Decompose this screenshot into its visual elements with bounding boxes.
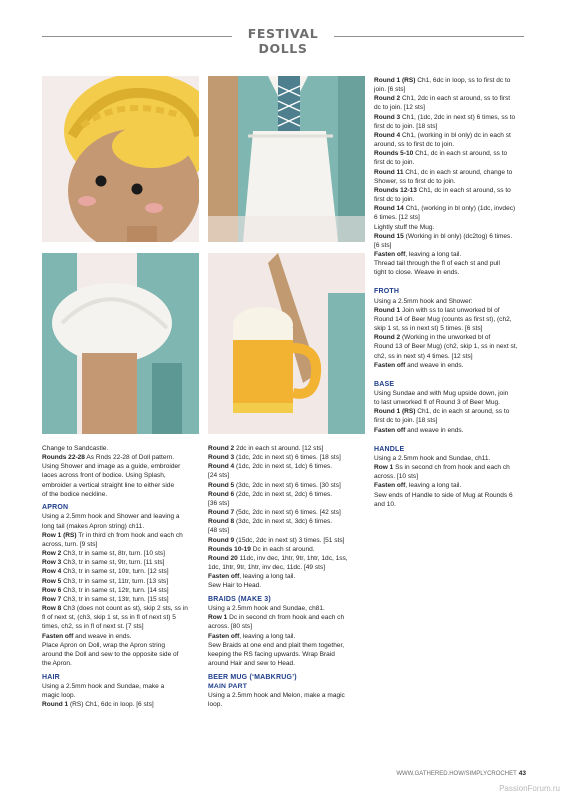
doll-head-photo [42,76,199,242]
text-line: Row 2 Ch3, tr in same st, 8tr, turn. [10 sts] [42,550,165,558]
text-line: [36 sts] [208,499,230,507]
text-line: across. [10 sts] [374,473,419,481]
text-line: Round 1 (RS) Ch1, 6dc in loop, ss to first dc to [374,77,511,84]
text-line: dc to join. [12 sts] [374,104,425,112]
text-line: magic loop. [42,691,76,699]
base-heading: BASE [374,380,395,388]
text-line: Rounds 5-10 Ch1, dc in each st around, ss to [374,150,508,158]
text-line: the Apron. [42,659,72,667]
text-line: Using a 2.5mm hook and Sundae, make a [42,682,165,690]
text-line: Fasten off, leaving a long tail. [374,482,462,490]
text-line: Row 1 (RS) Tr in third ch from hook and each ch [42,531,183,539]
column-right [374,76,526,509]
text-line: Using a 2.5mm hook and Melon, make a magic [208,691,345,699]
text-line: Using Sundae and with Mug upside down, join [374,390,509,397]
text-line: Row 6 Ch3, tr in same st, 12tr, turn. [14 sts] [42,586,169,594]
text-line: Round 6 (2dc, 2dc in next st, 2dc) 6 times. [208,490,333,498]
text-line: Round 13 of Beer Mug) (ch2, skip 1, ss in next st, [374,343,518,351]
column-left [42,444,200,709]
text-line: to last unworked fl of Round 3 of Beer Mug. [374,399,500,407]
froth-block [374,297,526,370]
text-line: Rounds 12-13 Ch1, dc in each st around, ss to [374,186,511,194]
text-line: of the bodice neckline. [42,490,108,498]
text-line: Round 2 (Working in the unworked bl of [374,334,491,342]
text-line: 1dc, 1htr, 9tr, 1htr, inv dec, 11dc. [49 sts] [208,564,326,572]
text-line: Rounds 10-19 Dc in each st around. [208,545,315,553]
page-header [0,22,566,56]
text-line: Round 3 Ch1, (1dc, 2dc in next st) 6 times, ss to [374,113,516,121]
text-line: Row 3 Ch3, tr in same st, 9tr, turn. [11 sts] [42,559,165,567]
text-line: Shower, ss to first dc to join. [374,177,456,185]
text-line: times, ch2, ss in fl of next st. [7 sts] [42,623,144,631]
text-line: Using a 2.5mm hook and Sundae, ch11. [374,454,491,462]
text-line: [6 sts] [374,241,392,249]
text-line: Round 14 of Beer Mug (counts as first st), (ch2, [374,315,512,323]
text-line: 6 times. [12 sts] [374,214,420,222]
text-line: Row 1 Dc in second ch from hook and each ch [208,614,345,622]
header-rule-right [334,36,524,37]
beer-mug-block [208,691,366,709]
text-line: Using a 2.5mm hook and Sundae, ch81. [208,605,325,613]
text-line: loop. [208,701,223,708]
section-title: FESTIVAL DOLLS [247,26,319,56]
text-line: Row 8 Ch3 (does not count as st), skip 2 sts, ss in [42,605,188,613]
text-line: Round 11 Ch1, dc in each st around, change to [374,168,513,176]
text-line: Round 15 (Working in bl only) (dc2tog) 6 times. [374,232,513,240]
text-line: first dc to join. [374,196,415,204]
text-line: Round 7 (5dc, 2dc in next st) 6 times. [42 sts] [208,509,341,517]
column-middle [208,444,366,709]
text-line: Using a 2.5mm hook and Shower: [374,297,473,305]
text-line: Round 2 2dc in each st around. [12 sts] [208,445,324,452]
text-line: ch2, ss in next st) 4 times. [12 sts] [374,352,473,360]
text-line: keeping the RS facing upwards. Wrap Braid [208,650,335,658]
text-line: Sew Hair to Head. [208,582,262,590]
text-line: Using a 2.5mm hook and Shower and leaving a [42,513,180,521]
text-line: Round 4 (1dc, 2dc in next st, 1dc) 6 times. [208,463,333,471]
text-line: Round 5 (3dc, 2dc in next st) 6 times. [30 sts] [208,481,341,489]
froth-heading: FROTH [374,288,400,296]
page-number: 43 [518,770,526,777]
hair-block [42,682,200,709]
text-line: first dc to join. [18 sts] [374,122,438,130]
text-line: Fasten off, leaving a long tail. [208,632,296,640]
mug-rounds-block [374,76,526,277]
text-line: join. [6 sts] [374,86,406,94]
doll-sleeve-photo [42,253,199,434]
text-line: Round 8 (3dc, 2dc in next st, 3dc) 6 times. [208,518,333,526]
base-block [374,389,526,435]
text-line: Fasten off and weave in ends. [374,361,464,369]
text-line: Sew ends of Handle to side of Mug at Rounds 6 [374,491,513,499]
text-line: Round 14 Ch1, (working in bl only) (1dc, invdec) [374,205,516,213]
handle-heading: HANDLE [374,445,405,453]
text-line: Rounds 22-28 As Rnds 22-28 of Doll pattern. [42,454,175,462]
hair-rounds-block [208,444,366,591]
text-line: Using Shower and image as a guide, embroider [42,463,181,471]
text-line: fl of next st, (ch3, skip 1 st, ss in fl of next st) 5 [42,614,176,622]
text-line: Thread tail through the fl of each st and pull [374,260,500,268]
text-line: Fasten off and weave in ends. [42,632,132,640]
beer-mug-heading: BEER MUG (‘MABKRUG’) [208,673,297,681]
text-line: laces across front of bodice. Using Splash, [42,472,166,480]
footer-url[interactable]: WWW.GATHERED.HOW/SIMPLYCROCHET [396,771,517,777]
text-line: [48 sts] [208,527,230,535]
text-line: across, turn. [9 sts] [42,540,98,548]
text-line: around, ss to first dc to join. [374,141,455,149]
page-footer [374,770,526,777]
text-line: Round 9 (15dc, 2dc in next st) 3 times. [51 sts] [208,536,345,544]
text-line: Row 7 Ch3, tr in same st, 13tr, turn. [15 sts] [42,595,169,603]
text-line: Fasten off, leaving a long tail. [208,573,296,581]
text-line: Round 1 (RS) Ch1, 6dc in loop. [6 sts] [42,701,154,708]
text-line: Lightly stuff the Mug. [374,223,435,231]
text-line: first dc to join. [18 sts] [374,417,438,425]
text-line: embroider a vertical straight line to either side [42,481,175,489]
text-line: Round 3 (1dc, 2dc in next st) 6 times. [18 sts] [208,454,341,462]
text-line: and 10. [374,500,396,508]
text-line: Round 20 11dc, inv dec, 1htr, 9tr, 1htr, 1dc, 1ss, [208,554,348,562]
braids-heading: BRAIDS (MAKE 3) [208,595,271,603]
watermark: PassionForum.ru [499,784,560,793]
hair-heading: HAIR [42,673,60,681]
text-line: skip 1 st, ss in next st) 5 times. [6 sts] [374,325,483,333]
braids-block [208,604,366,668]
text-line: across. [80 sts] [208,623,253,631]
handle-block [374,454,526,509]
apron-block [42,512,200,668]
text-line: Round 1 Join with ss to last unworked bl of [374,306,500,314]
text-line: Place Apron on Doll, wrap the Apron string [42,641,166,649]
text-line: around Hair and sew to Head. [208,659,295,667]
text-line: [24 sts] [208,472,230,480]
text-line: Round 4 Ch1, (working in bl only) dc in each st [374,131,511,139]
doll-apron-photo [208,76,365,242]
text-line: first dc to join. [374,159,415,167]
text-line: long tail (makes Apron string) ch11. [42,522,145,530]
text-line: Change to Sandcastle. [42,445,109,452]
text-line: Row 5 Ch3, tr in same st, 11tr, turn. [13 sts] [42,577,169,585]
text-line: Fasten off and weave in ends. [374,426,464,434]
apron-heading: APRON [42,504,69,512]
text-line: Row 4 Ch3, tr in same st, 10tr, turn. [12 sts] [42,568,169,576]
text-line: Round 1 (RS) Ch1, dc in each st around, ss to [374,408,510,416]
header-rule-left [42,36,232,37]
text-line: tight to close. Weave in ends. [374,269,460,277]
text-line: Fasten off, leaving a long tail. [374,250,462,258]
text-line: Sew Braids at one end and plait them together, [208,641,345,649]
text-line: around the Doll and sew to the opposite side of [42,650,179,658]
main-part-subheading: MAIN PART [208,682,248,690]
text-line: Round 2 Ch1, 2dc in each st around, ss to first [374,95,511,103]
text-line: Row 1 Ss in second ch from hook and each ch [374,464,510,472]
intro-block [42,444,200,499]
beer-mug-photo [208,253,365,434]
